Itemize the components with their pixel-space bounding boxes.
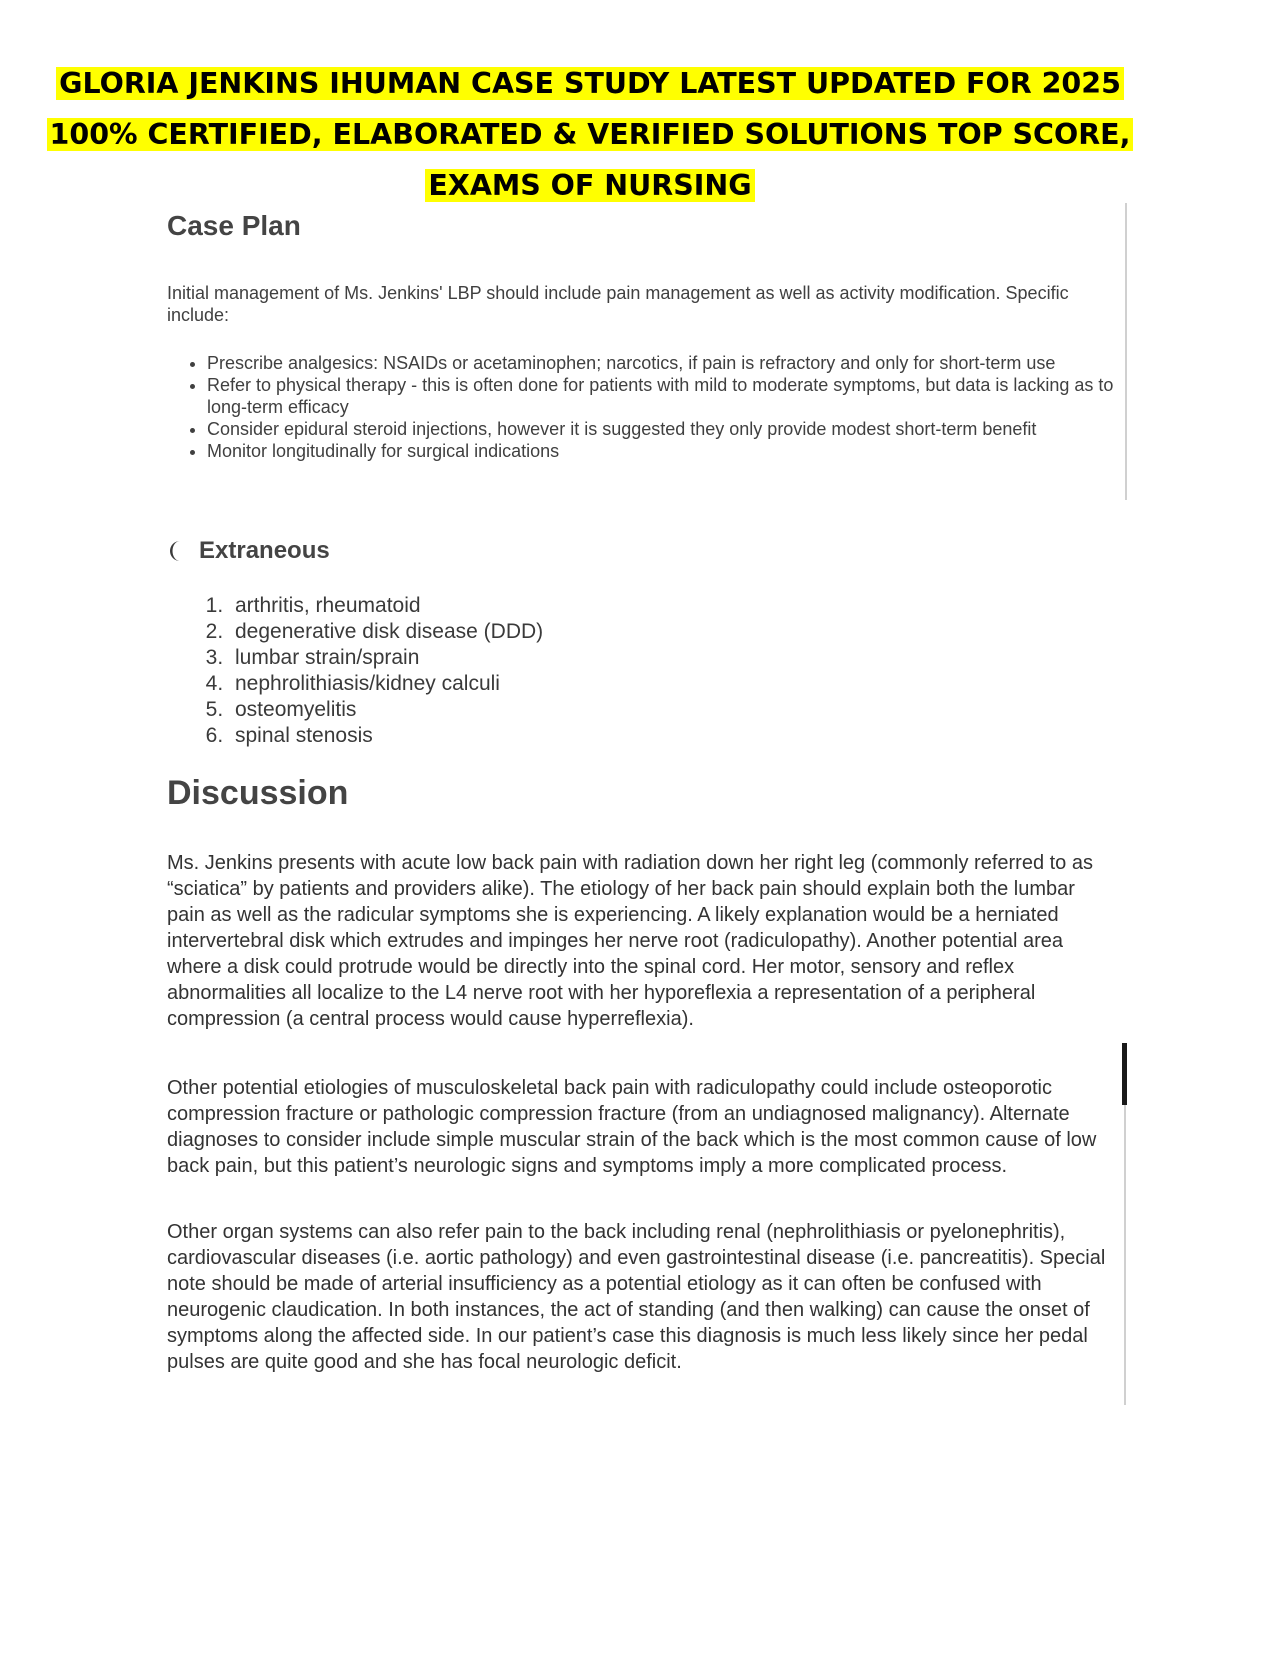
banner-line-1: GLORIA JENKINS IHUMAN CASE STUDY LATEST UPDATED FOR 2025 xyxy=(0,58,1180,109)
discussion-paragraph: Ms. Jenkins presents with acute low back pain with radiation down her right leg (commonly referred to as “sciatica” by patients and providers alike). The etiology of her back pain should explain both the lumbar pain as well as the radicular symptoms she is experiencing. A likely explanation would be a herniated intervertebral disk which extrudes and impinges her nerve root (radiculopathy). Another potential area where a disk could protrude would be directly into the spinal cord. Her motor, sensory and reflex abnormalities all localize to the L4 nerve root with her hyporeflexia a representation of a peripheral compression (a central process would cause hyperreflexia). xyxy=(167,852,1093,1030)
list-item: 2. degenerative disk disease (DDD) xyxy=(229,619,543,645)
list-item: • Prescribe analgesics: NSAIDs or acetaminophen; narcotics, if pain is refractory and only for short-term use xyxy=(207,352,1127,374)
discussion-paragraph: Other potential etiologies of musculoskeletal back pain with radiculopathy could include osteoporotic compression fracture or pathologic compression fracture (from an undiagnosed malignancy). Alternate diagnoses to consider include simple muscular strain of the back which is the most common cause of low back pain, but this patient’s neurologic signs and symptoms imply a more complicated process. xyxy=(167,1077,1097,1177)
banner-line-2: 100% CERTIFIED, ELABORATED & VERIFIED SOLUTIONS TOP SCORE, xyxy=(0,109,1180,160)
document-banner xyxy=(0,58,1180,211)
crescent-moon-icon xyxy=(167,540,187,562)
list-item: • Consider epidural steroid injections, however it is suggested they only provide modest short-term benefit xyxy=(207,418,1127,440)
screenshot-right-border-marker xyxy=(1122,1043,1127,1105)
list-item: 6. spinal stenosis xyxy=(229,723,543,749)
discussion-heading: Discussion xyxy=(167,774,349,812)
banner-line-3: EXAMS OF NURSING xyxy=(0,160,1180,211)
screenshot-right-border-bottom xyxy=(1124,1105,1126,1405)
list-item: 5. osteomyelitis xyxy=(229,697,543,723)
case-plan-list xyxy=(167,352,1127,462)
list-item: • Monitor longitudinally for surgical indications xyxy=(207,440,1127,462)
extraneous-list xyxy=(167,593,543,749)
case-plan-heading: Case Plan xyxy=(167,210,301,241)
extraneous-heading xyxy=(167,537,330,565)
list-item: • Refer to physical therapy - this is often done for patients with mild to moderate symptoms, but data is lacking as to long-term efficacy xyxy=(207,374,1127,418)
extraneous-title: Extraneous xyxy=(199,537,330,564)
list-item: 4. nephrolithiasis/kidney calculi xyxy=(229,671,543,697)
discussion-paragraph: Other organ systems can also refer pain to the back including renal (nephrolithiasis or pyelonephritis), cardiovascular diseases (i.e. aortic pathology) and even gastrointestinal disease (i.e. pancreatitis). Special note should be made of arterial insufficiency as a potential etiology as it can often be confused with neurogenic claudication. In both instances, the act of standing (and then walking) can cause the onset of symptoms along the affected side. In our patient’s case this diagnosis is much less likely since her pedal pulses are quite good and she has focal neurologic deficit. xyxy=(167,1221,1106,1373)
case-plan-intro: Initial management of Ms. Jenkins' LBP should include pain management as well as activity modification. Specific include: xyxy=(167,283,1069,325)
list-item: 3. lumbar strain/sprain xyxy=(229,645,543,671)
list-item: 1. arthritis, rheumatoid xyxy=(229,593,543,619)
